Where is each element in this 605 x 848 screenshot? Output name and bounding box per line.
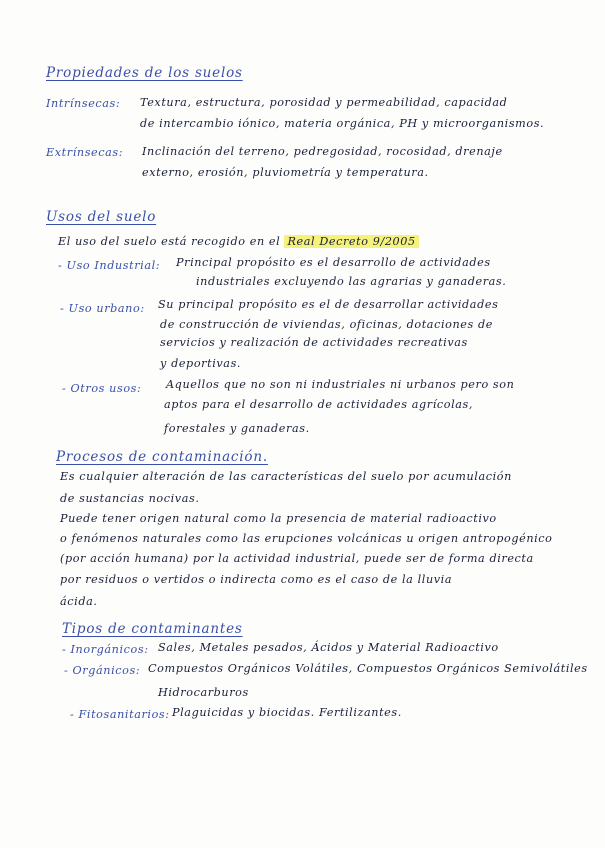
uso-urbano-label: - Uso urbano: (60, 302, 145, 315)
section-title-tipos: Tipos de contaminantes (62, 621, 243, 637)
real-decreto-highlight: Real Decreto 9/2005 (284, 235, 418, 248)
extrinsecas-text-line2: externo, erosión, pluviometría y temperatura. (142, 166, 429, 179)
otros-usos-line3: forestales y ganaderas. (164, 422, 310, 435)
inorganicos-text: Sales, Metales pesados, Ácidos y Material Radioactivo (158, 641, 499, 654)
procesos-p1-line2: de sustancias nocivas. (60, 492, 200, 505)
usos-intro-text (58, 235, 419, 249)
procesos-p2-line4: por residuos o vertidos o indirecta como es el caso de la lluvia (60, 573, 453, 586)
organicos-label: - Orgánicos: (64, 664, 141, 677)
procesos-p1-line1: Es cualquier alteración de las características del suelo por acumulación (60, 470, 512, 483)
fitosanitarios-label: - Fitosanitarios: (70, 708, 170, 721)
organicos-text-line2: Hidrocarburos (158, 686, 249, 699)
procesos-p2-line2: o fenómenos naturales como las erupciones volcánicas u origen antropogénico (60, 532, 553, 545)
intrinsecas-text-line2: de intercambio iónico, materia orgánica, PH y microorganismos. (140, 117, 545, 130)
uso-industrial-label: - Uso Industrial: (58, 259, 161, 272)
uso-urbano-line1: Su principal propósito es el de desarrollar actividades (158, 298, 499, 311)
procesos-p2-line3: (por acción humana) por la actividad industrial, puede ser de forma directa (60, 552, 534, 565)
section-title-usos: Usos del suelo (46, 209, 157, 225)
section-title-procesos: Procesos de contaminación. (56, 449, 268, 465)
usos-intro-sentence: El uso del suelo está recogido en el (58, 235, 281, 248)
uso-urbano-line3: servicios y realización de actividades recreativas (160, 336, 468, 349)
extrinsecas-label: Extrínsecas: (46, 146, 124, 159)
uso-urbano-line2: de construcción de viviendas, oficinas, dotaciones de (160, 318, 493, 331)
procesos-p2-line1: Puede tener origen natural como la presencia de material radioactivo (60, 512, 497, 525)
organicos-text: Compuestos Orgánicos Volátiles, Compuestos Orgánicos Semivolátiles (148, 662, 588, 675)
uso-industrial-line2: industriales excluyendo las agrarias y ganaderas. (196, 275, 507, 288)
otros-usos-line2: aptos para el desarrollo de actividades agrícolas, (164, 398, 474, 411)
intrinsecas-text-line1: Textura, estructura, porosidad y permeabilidad, capacidad (140, 96, 508, 109)
fitosanitarios-text: Plaguicidas y biocidas. Fertilizantes. (172, 706, 402, 719)
otros-usos-label: - Otros usos: (62, 382, 142, 395)
extrinsecas-text-line1: Inclinación del terreno, pedregosidad, rocosidad, drenaje (142, 145, 503, 158)
inorganicos-label: - Inorgánicos: (62, 643, 149, 656)
procesos-p2-line5: ácida. (60, 595, 98, 608)
uso-urbano-line4: y deportivas. (160, 357, 242, 370)
intrinsecas-label: Intrínsecas: (46, 97, 121, 110)
uso-industrial-line1: Principal propósito es el desarrollo de actividades (176, 256, 491, 269)
otros-usos-line1: Aquellos que no son ni industriales ni urbanos pero son (166, 378, 515, 391)
section-title-propiedades: Propiedades de los suelos (46, 65, 243, 81)
